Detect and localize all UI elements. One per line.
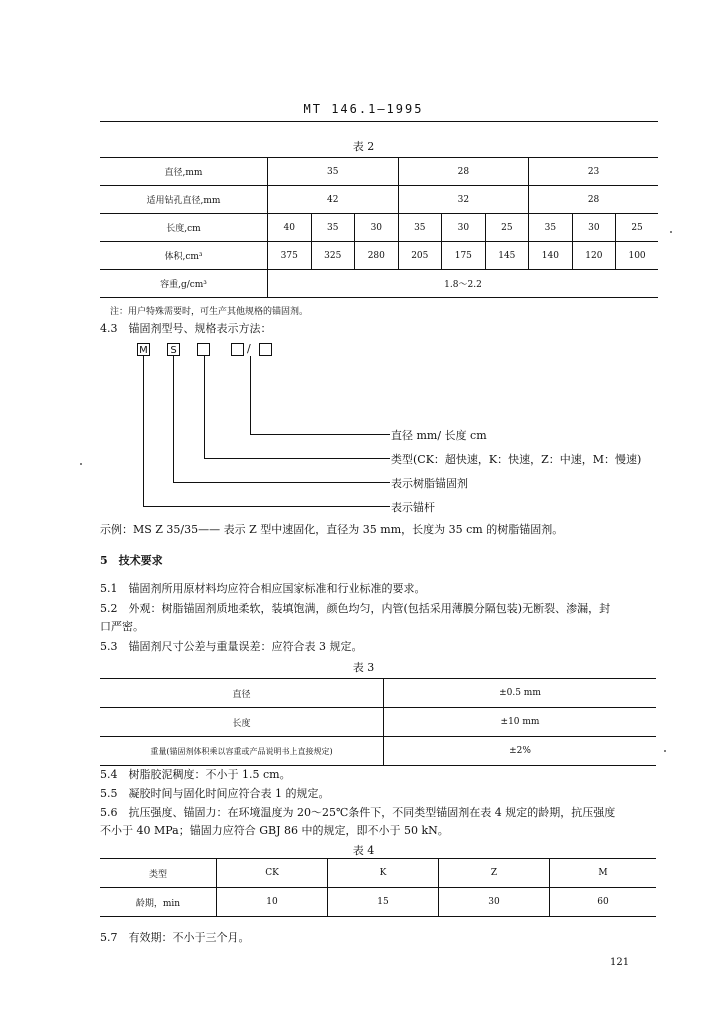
- table3: [100, 678, 656, 766]
- leader-line: [173, 356, 174, 482]
- code-box-type: [197, 343, 210, 356]
- table-cell: 25: [616, 214, 658, 242]
- table-cell: 容重,g/cm³: [100, 270, 268, 298]
- code-label-size: 直径 mm/ 长度 cm: [391, 429, 487, 442]
- code-box-s: S: [167, 343, 180, 356]
- table-cell: 10: [217, 888, 328, 917]
- table-cell: 适用钻孔直径,mm: [100, 186, 268, 214]
- table-cell: 375: [268, 242, 312, 270]
- code-slash: /: [247, 342, 251, 355]
- table3-caption: 表 3: [352, 661, 375, 674]
- paragraph-5-6-cont: 不小于 40 MPa；锚固力应符合 GBJ 86 中的规定，即不小于 50 kN。: [100, 824, 449, 837]
- table-row: [100, 270, 658, 298]
- table-cell: 205: [398, 242, 442, 270]
- code-box-m: M: [137, 343, 150, 356]
- table-cell: 60: [550, 888, 657, 917]
- table-row: [100, 859, 656, 888]
- table-cell: K: [328, 859, 439, 888]
- table-cell: 30: [439, 888, 550, 917]
- paragraph-5-3: 5.3 锚固剂尺寸公差与重量误差：应符合表 3 规定。: [100, 640, 363, 653]
- table-cell: M: [550, 859, 657, 888]
- running-header: MT 146.1—1995: [303, 102, 424, 116]
- table-cell: Z: [439, 859, 550, 888]
- section-4-3-heading: 4.3 锚固剂型号、规格表示方法：: [100, 322, 272, 335]
- table-cell: 42: [268, 186, 399, 214]
- table-cell: 30: [355, 214, 399, 242]
- table-cell: CK: [217, 859, 328, 888]
- table2: [100, 157, 658, 298]
- code-label-type: 类型(CK：超快速，K：快速，Z：中速，M：慢速): [391, 453, 642, 466]
- table-cell: ±10 mm: [384, 708, 657, 737]
- table4: [100, 858, 656, 917]
- paragraph-5-2-cont: 口严密。: [100, 620, 144, 633]
- page-number: 121: [610, 957, 630, 968]
- table-cell: 100: [616, 242, 658, 270]
- table-cell: 15: [328, 888, 439, 917]
- scan-speck: [664, 750, 666, 752]
- table-row: [100, 708, 656, 737]
- table-cell: 长度: [100, 708, 384, 737]
- code-label-bolt: 表示锚杆: [391, 501, 435, 514]
- code-box-diameter: [231, 343, 244, 356]
- leader-line: [204, 356, 205, 458]
- paragraph-5-7: 5.7 有效期：不小于三个月。: [100, 931, 250, 944]
- table-cell: 1.8～2.2: [268, 270, 659, 298]
- table4-caption: 表 4: [352, 844, 375, 857]
- table-cell: 35: [268, 158, 399, 186]
- table-cell: 32: [398, 186, 529, 214]
- table-cell: 280: [355, 242, 399, 270]
- table-cell: ±2%: [384, 737, 657, 766]
- header-rule: [100, 121, 658, 122]
- scan-speck: [670, 231, 672, 233]
- table-row: [100, 242, 658, 270]
- scan-speck: [80, 463, 82, 465]
- table-cell: 23: [529, 158, 658, 186]
- table-cell: 直径,mm: [100, 158, 268, 186]
- example-text: 示例：MS Z 35/35—— 表示 Z 型中速固化，直径为 35 mm，长度为 35 cm 的树脂锚固剂。: [100, 523, 564, 536]
- table-cell: 长度,cm: [100, 214, 268, 242]
- table-cell: 140: [529, 242, 573, 270]
- table-cell: ±0.5 mm: [384, 679, 657, 708]
- leader-line: [173, 482, 390, 483]
- table-cell: 28: [398, 158, 529, 186]
- table-row: [100, 186, 658, 214]
- table-cell: 直径: [100, 679, 384, 708]
- code-label-resin: 表示树脂锚固剂: [391, 477, 468, 490]
- table-cell: 体积,cm³: [100, 242, 268, 270]
- code-box-length: [259, 343, 272, 356]
- table-cell: 120: [572, 242, 616, 270]
- leader-line: [143, 356, 144, 506]
- leader-line: [250, 356, 251, 434]
- table2-note: 注：用户特殊需要时，可生产其他规格的锚固剂。: [110, 307, 309, 317]
- table-cell: 175: [442, 242, 486, 270]
- table-cell: 重量(锚固剂体积乘以容重或产品说明书上直接规定): [100, 737, 384, 766]
- table-cell: 40: [268, 214, 312, 242]
- table-cell: 145: [485, 242, 529, 270]
- table-cell: 35: [398, 214, 442, 242]
- table-cell: 35: [529, 214, 573, 242]
- table-cell: 325: [311, 242, 355, 270]
- table-cell: 龄期，min: [100, 888, 217, 917]
- paragraph-5-4: 5.4 树脂胶泥稠度：不小于 1.5 cm。: [100, 768, 291, 781]
- table-row: [100, 737, 656, 766]
- table-cell: 30: [442, 214, 486, 242]
- leader-line: [204, 458, 390, 459]
- paragraph-5-6: 5.6 抗压强度、锚固力：在环境温度为 20～25℃条件下，不同类型锚固剂在表 4 规定的龄期，抗压强度: [100, 806, 616, 819]
- table-cell: 30: [572, 214, 616, 242]
- section-5-heading: 5 技术要求: [100, 554, 163, 567]
- table-cell: 35: [311, 214, 355, 242]
- table-row: [100, 888, 656, 917]
- table-row: [100, 158, 658, 186]
- paragraph-5-5: 5.5 凝胶时间与固化时间应符合表 1 的规定。: [100, 787, 330, 800]
- paragraph-5-2: 5.2 外观：树脂锚固剂质地柔软，装填饱满，颜色均匀，内管(包括采用薄膜分隔包装)无断裂、渗漏，封: [100, 602, 611, 615]
- paragraph-5-1: 5.1 锚固剂所用原材料均应符合相应国家标准和行业标准的要求。: [100, 582, 426, 595]
- leader-line: [250, 434, 390, 435]
- table-row: [100, 679, 656, 708]
- table-cell: 类型: [100, 859, 217, 888]
- leader-line: [143, 506, 390, 507]
- table-cell: 25: [485, 214, 529, 242]
- table2-caption: 表 2: [352, 140, 375, 153]
- table-row: [100, 214, 658, 242]
- table-cell: 28: [529, 186, 658, 214]
